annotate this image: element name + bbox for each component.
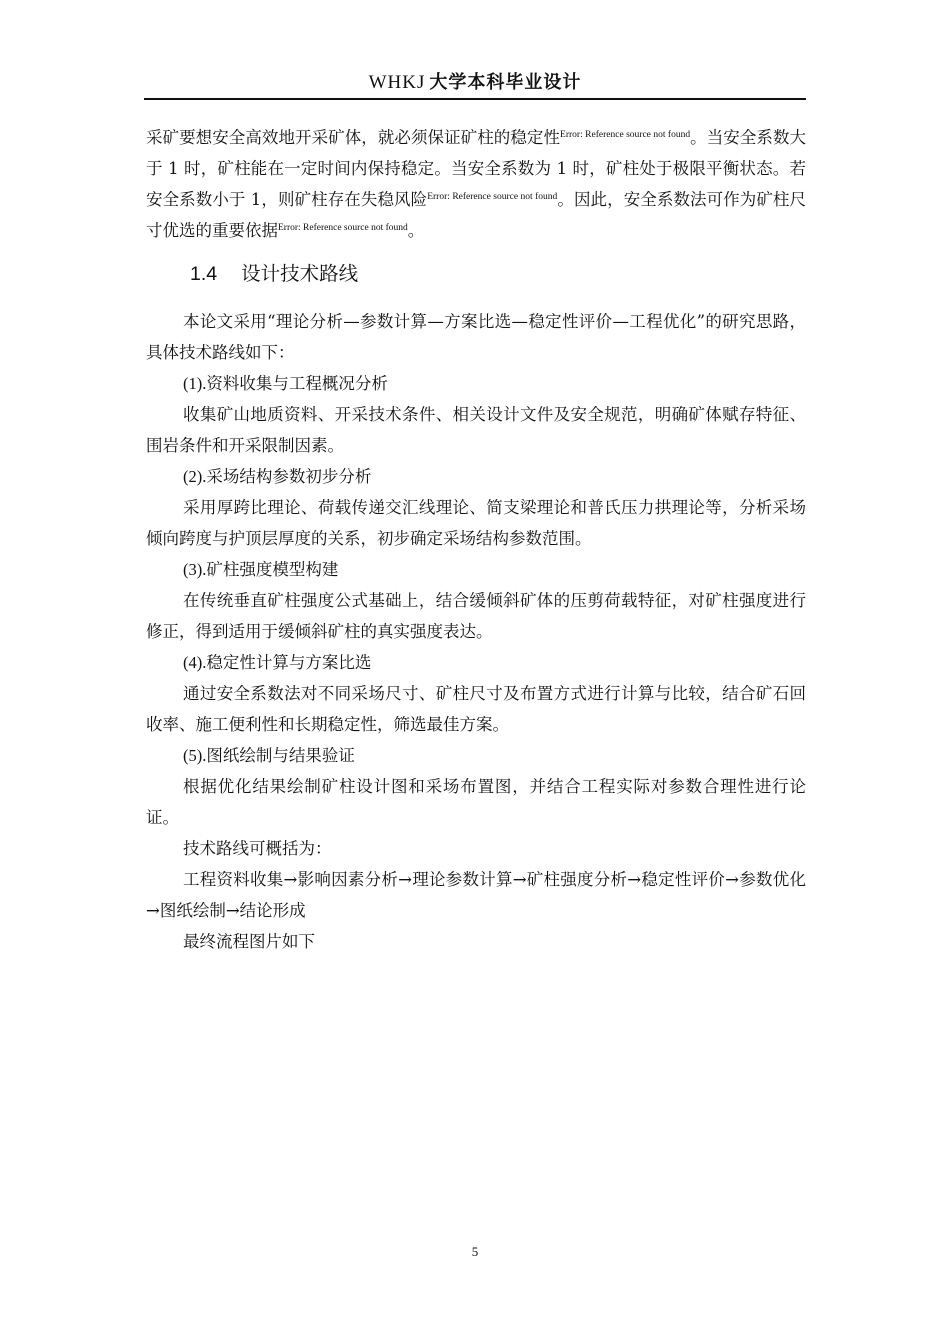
route-summary: 工程资料收集→影响因素分析→理论参数计算→矿柱强度分析→稳定性评价→参数优化→图纸绘制→结论形成	[146, 870, 806, 920]
reference-error-1[interactable]: Error: Reference source not found	[560, 130, 691, 140]
section-heading	[190, 256, 806, 292]
reference-error-3[interactable]: Error: Reference source not found	[278, 223, 408, 233]
page-number: 5	[471, 1244, 479, 1259]
section-title: 设计技术路线	[241, 262, 359, 285]
intro-text-a: 采矿要想安全高效地开采矿体，就必须保证矿柱的稳定性	[146, 128, 561, 147]
step-5-title: (5).图纸绘制与结果验证	[183, 746, 355, 765]
step-3-title: (3).矿柱强度模型构建	[183, 560, 339, 579]
step-1-number: (1).	[183, 374, 207, 393]
intro-text-d: 。	[407, 221, 425, 240]
step-5-number: (5).	[183, 746, 207, 765]
step-4-number: (4).	[183, 653, 207, 672]
page-header	[144, 68, 806, 94]
document-body	[146, 122, 806, 957]
route-intro-paragraph: 本论文采用“理论分析—参数计算—方案比选—稳定性评价—工程优化”的研究思路，具体技术路线如下：	[146, 312, 806, 362]
step-2-text: 采用厚跨比理论、荷载传递交汇线理论、简支梁理论和普氏压力拱理论等，分析采场倾向跨度与护顶层厚度的关系，初步确定采场结构参数范围。	[146, 498, 806, 548]
section-number: 1.4	[190, 263, 218, 285]
step-1-title: (1).资料收集与工程概况分析	[183, 374, 388, 393]
header-rule	[144, 98, 806, 100]
step-2-number: (2).	[183, 467, 207, 486]
header-subtitle: 大学本科毕业设计	[429, 72, 582, 93]
intro-paragraph	[146, 122, 806, 246]
intro-text-b: 。当安全系数大于 1 时，矿柱能在一定时间内保持稳定。当安全系数为 1 时，矿柱处于极限平衡状态。若安全系数小于 1，则矿柱存在失稳风险	[146, 128, 807, 209]
reference-error-2[interactable]: Error: Reference source not found	[427, 192, 558, 202]
intro-text-c: 。因此，安全系数法可作为矿柱尺寸优选的重要依据	[146, 190, 807, 240]
final-note: 最终流程图片如下	[183, 932, 315, 951]
step-5-text: 根据优化结果绘制矿柱设计图和采场布置图，并结合工程实际对参数合理性进行论证。	[146, 777, 806, 827]
step-2-title: (2).采场结构参数初步分析	[183, 467, 372, 486]
step-1-text: 收集矿山地质资料、开采技术条件、相关设计文件及安全规范，明确矿体赋存特征、围岩条件和开采限制因素。	[146, 405, 806, 455]
step-4-text: 通过安全系数法对不同采场尺寸、矿柱尺寸及布置方式进行计算与比较，结合矿石回收率、施工便利性和长期稳定性，筛选最佳方案。	[146, 684, 806, 734]
step-3-number: (3).	[183, 560, 207, 579]
header-brand: WHKJ	[368, 72, 426, 93]
summary-label: 技术路线可概括为：	[183, 839, 332, 858]
step-3-text: 在传统垂直矿柱强度公式基础上，结合缓倾斜矿体的压剪荷载特征，对矿柱强度进行修正，得到适用于缓倾斜矿柱的真实强度表达。	[146, 591, 806, 641]
step-4-title: (4).稳定性计算与方案比选	[183, 653, 372, 672]
